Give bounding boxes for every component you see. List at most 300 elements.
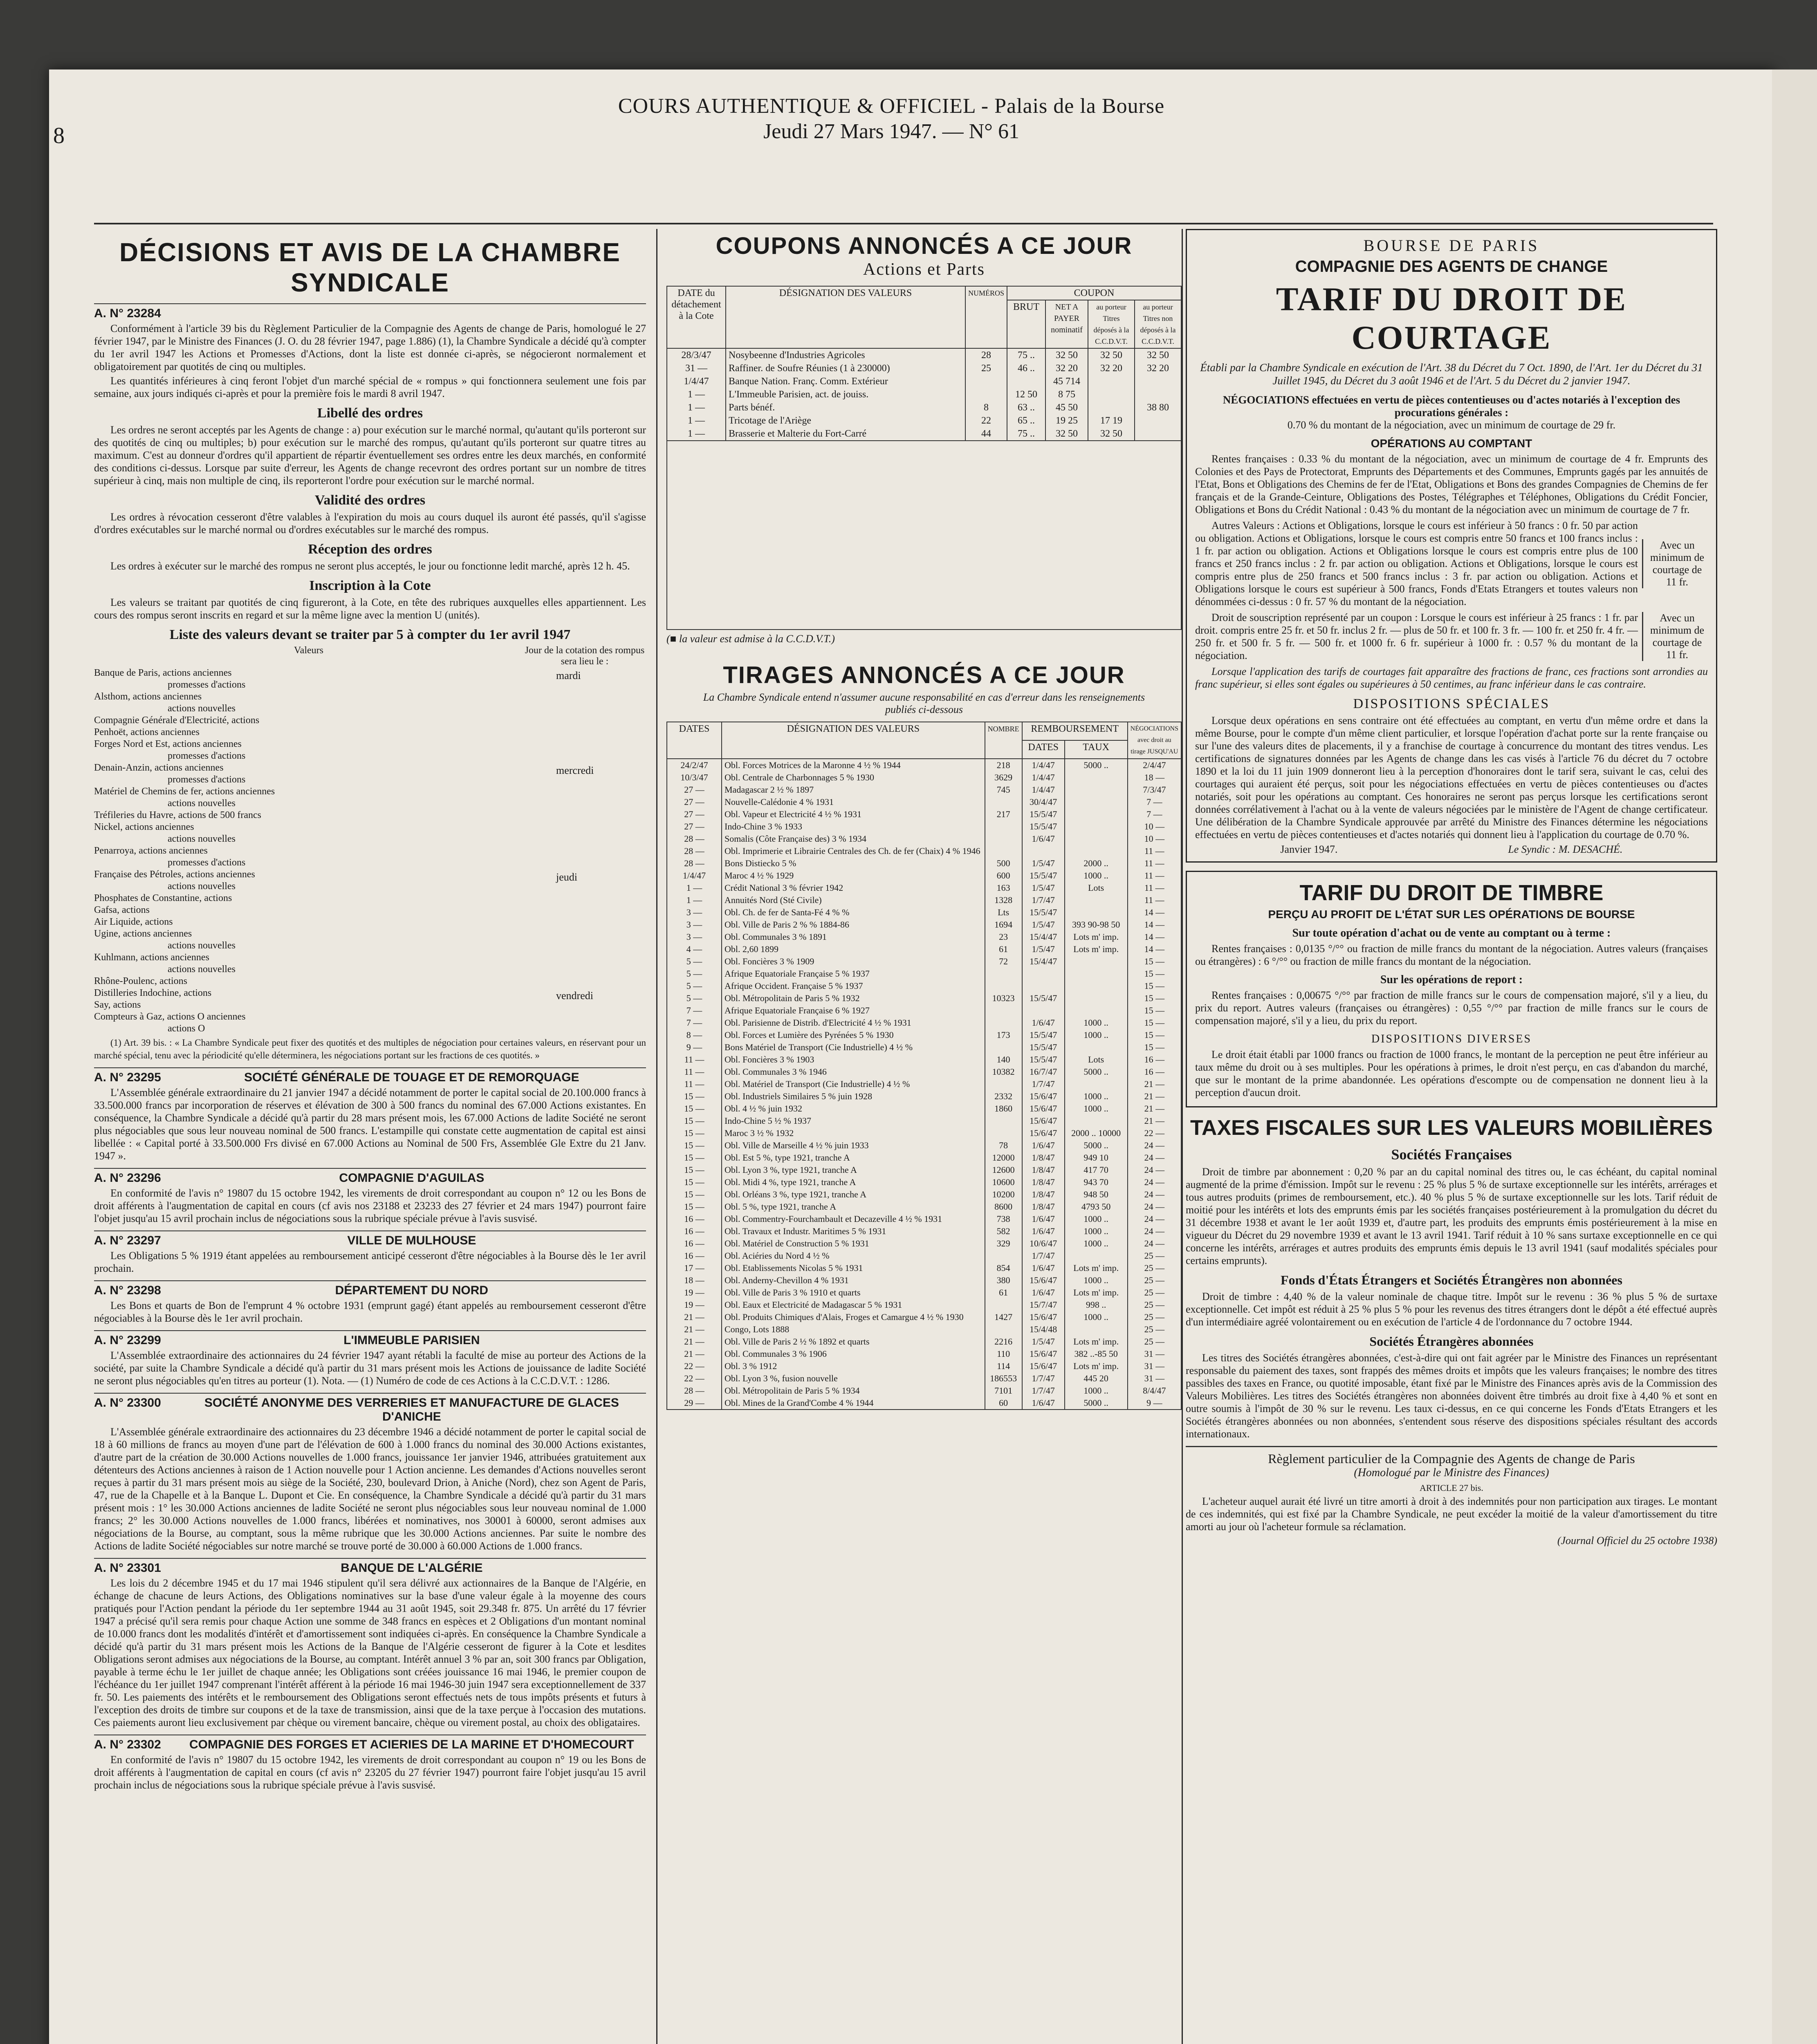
table-cell: 380 [985, 1274, 1022, 1286]
table-row [667, 1274, 1181, 1286]
column-rule [656, 229, 657, 2044]
table-cell: 186553 [985, 1372, 1022, 1385]
table-cell [1065, 980, 1128, 992]
table-row [667, 1127, 1181, 1139]
table-cell: 28 — [667, 1385, 722, 1397]
paragraph: Les ordres à révocation cesseront d'être valables à l'expiration du mois au cours duquel ils auront été passés, qu'il s'agisse d'ordres exécutables sur le marché normal ou d'ordres exécutables sur le marché des rompus. [94, 511, 646, 536]
table-cell: 63 .. [1007, 401, 1045, 414]
table-cell: 15 — [667, 1127, 722, 1139]
table-cell: 4793 50 [1065, 1201, 1128, 1213]
table-cell: Annuités Nord (Sté Civile) [722, 894, 985, 906]
paragraph: Autres Valeurs : Actions et Obligations, lorsque le cours est inférieur à 50 francs : 0 fr. 50 par action ou obligation. Actions et Obligations, lorsque le cours est compris entre 50 francs et 100 francs inclus : 1 fr. par action ou obligation. Actions et Obligations lorsque le cours est compris entre plus de 100 francs et 250 francs inclus : 2 fr. par action ou obligation. Actions et Obligations, lorsque le cours est compris entre plus de 250 francs et 500 francs inclus : 3 fr. par action ou obligation. Actions et Obligations lorsque le cours est supérieur à 500 francs, Fonds d'Etats Etrangers et toutes valeurs non dénommées ci-dessus : 0 fr. 57 % du montant de la négociation. [1195, 520, 1638, 607]
table-cell: Obl. Anderny-Chevillon 4 % 1931 [722, 1274, 985, 1286]
table-row [667, 1397, 1181, 1410]
table-cell: 15/6/47 [1022, 1360, 1065, 1372]
table-cell: 32 50 [1045, 348, 1088, 362]
table-cell: 15 — [1128, 1029, 1181, 1041]
reglement-title: Règlement particulier de la Compagnie des Agents de change de Paris [1268, 1451, 1635, 1466]
table-cell: 1694 [985, 919, 1022, 931]
table-cell: 7 — [667, 1004, 722, 1017]
table-cell: 15 — [667, 1115, 722, 1127]
table-cell [1065, 771, 1128, 784]
list-item: promesses d'actions [168, 857, 246, 868]
table-cell: 7 — [1128, 808, 1181, 820]
table-cell: 1000 .. [1065, 870, 1128, 882]
header-rule [94, 223, 1713, 224]
table-cell: 8 — [667, 1029, 722, 1041]
paragraph: En conformité de l'avis n° 19807 du 15 octobre 1942, les virements de droit correspondant au coupon n° 12 ou les Bons de droit afférents à l'augmentation de capital en cours (cf avis nos 23188 et 23233 des 27 février et 24 mars 1947) pourront faire l'objet jusqu'au 15 avril prochain inclus de négociations sous la rubrique spéciale prévue à l'avis susvisé. [94, 1187, 646, 1224]
table-row [667, 820, 1181, 833]
header-title: COURS AUTHENTIQUE & OFFICIEL - Palais de la Bourse [618, 94, 1165, 118]
col-header: au porteur Titres déposés à la C.C.D.V.T. [1088, 300, 1135, 348]
table-cell: 61 [985, 1286, 1022, 1299]
table-cell [1007, 375, 1045, 388]
table-cell: 393 90-98 50 [1065, 919, 1128, 931]
table-cell: 14 — [1128, 931, 1181, 943]
table-cell: 11 — [1128, 894, 1181, 906]
table-cell: Lots [1065, 1053, 1128, 1066]
table-cell [1135, 427, 1181, 441]
table-cell: 10200 [985, 1188, 1022, 1201]
table-row [667, 375, 1181, 388]
table-cell: 15/6/47 [1022, 1115, 1065, 1127]
timbre-title: TARIF DU DROIT DE TIMBRE [1299, 881, 1604, 905]
table-cell: 32 20 [1135, 362, 1181, 375]
table-cell: Obl. Eaux et Electricité de Madagascar 5 % 1931 [722, 1299, 985, 1311]
table-cell: Bons Distiecko 5 % [722, 857, 985, 870]
table-row [667, 955, 1181, 968]
table-cell: 32 50 [1088, 427, 1135, 441]
table-row [667, 401, 1181, 414]
table-cell: 44 [965, 427, 1007, 441]
table-row [667, 1237, 1181, 1250]
paragraph: Droit de timbre : 4,40 % de la valeur nominale de chaque titre. Impôt sur le revenu : 36 % plus 5 % de surtaxe exceptionnelle. Cet impôt est réduit à 25 % plus 5 % pour les revenus des titres étrangers dont le dépôt a été effectué auprès d'un intermédiaire agréé volontairement ou en exécution de l'article 4 de l'ordonnance du 7 octobre 1944. [1186, 1291, 1717, 1328]
table-cell: 329 [985, 1237, 1022, 1250]
table-cell: 5000 .. [1065, 1397, 1128, 1410]
col-header: DÉSIGNATION DES VALEURS [722, 722, 985, 759]
page-number: 8 [53, 123, 65, 148]
table-cell: 11 — [1128, 857, 1181, 870]
table-cell: 24/2/47 [667, 759, 722, 771]
coupons-table-blank [666, 441, 1182, 630]
table-cell: 31 — [1128, 1360, 1181, 1372]
table-cell [1022, 845, 1065, 857]
table-cell: 27 — [667, 796, 722, 808]
table-cell [1022, 980, 1065, 992]
table-row [667, 388, 1181, 401]
table-cell: 1 — [667, 414, 726, 427]
tirages-title: TIRAGES ANNONCÉS A CE JOUR [723, 662, 1125, 688]
table-row [667, 1066, 1181, 1078]
notice-title: BANQUE DE L'ALGÉRIE [341, 1561, 483, 1575]
table-cell: 16/7/47 [1022, 1066, 1065, 1078]
table-cell [1065, 1323, 1128, 1336]
list-header-values: Valeurs [294, 645, 323, 656]
notice-title: SOCIÉTÉ ANONYME DES VERRERIES ET MANUFACTURE DE GLACES D'ANICHE [204, 1396, 619, 1423]
table-cell [985, 796, 1022, 808]
table-cell: 15 — [667, 1176, 722, 1188]
list-item: promesses d'actions [168, 679, 246, 690]
table-cell: 1/8/47 [1022, 1152, 1065, 1164]
table-cell: Afrique Equatoriale Française 5 % 1937 [722, 968, 985, 980]
paragraph: L'Assemblée extraordinaire des actionnaires du 24 février 1947 ayant rétabli la faculté de mise au porteur des Actions de la société, par suite la Chambre Syndicale a décidé qu'à partir du 31 mars présent mois les Actions de jouissance de ladite Société ne seront plus négociables qu'en titres au porteur (1). Nota. — (1) Numéro de code de ces Actions à la C.C.D.V.T. : 1286. [94, 1349, 646, 1387]
table-cell: Obl. Ville de Paris 2 ½ % 1892 et quarts [722, 1336, 985, 1348]
table-cell [985, 1004, 1022, 1017]
list-item: Penhoët, actions anciennes [94, 727, 200, 737]
table-row [667, 771, 1181, 784]
table-cell: 1/8/47 [1022, 1188, 1065, 1201]
table-cell: 16 — [667, 1225, 722, 1237]
table-cell: 445 20 [1065, 1372, 1128, 1385]
table-cell: 10 — [1128, 833, 1181, 845]
col-header: NET A PAYER nominatif [1045, 300, 1088, 348]
table-cell: 24 — [1128, 1176, 1181, 1188]
table-cell: 15 — [667, 1152, 722, 1164]
table-cell: 60 [985, 1397, 1022, 1410]
table-row [667, 1090, 1181, 1103]
table-cell: 25 — [1128, 1262, 1181, 1274]
column-coupons-tirages [666, 229, 1182, 2044]
table-cell [1065, 845, 1128, 857]
table-cell: 5000 .. [1065, 1139, 1128, 1152]
table-cell: Obl. Commentry-Fourchambault et Decazeville 4 ½ % 1931 [722, 1213, 985, 1225]
list-item: Phosphates de Constantine, actions [94, 893, 232, 903]
table-cell: 5000 .. [1065, 759, 1128, 771]
table-cell: Obl. Centrale de Charbonnages 5 % 1930 [722, 771, 985, 784]
table-cell: Obl. Lyon 3 %, type 1921, tranche A [722, 1164, 985, 1176]
table-cell: 1/8/47 [1022, 1164, 1065, 1176]
paragraph: Les valeurs se traitant par quotités de cinq figureront, à la Cote, en tête des rubriques auxquelles elles appartiennent. Les cours des rompus seront inscrits en regard et sur la même ligne avec la mention U (unités). [94, 596, 646, 621]
notice-heading [94, 1330, 646, 1347]
table-cell [985, 980, 1022, 992]
table-cell [1135, 375, 1181, 388]
table-cell: Obl. 2,60 1899 [722, 943, 985, 955]
table-cell: 25 — [1128, 1274, 1181, 1286]
table-cell: 61 [985, 943, 1022, 955]
col-header: NOMBRE [985, 722, 1022, 759]
table-cell: 1000 .. [1065, 1029, 1128, 1041]
table-cell: 1 — [667, 388, 726, 401]
table-cell: 1000 .. [1065, 1274, 1128, 1286]
table-row [667, 1213, 1181, 1225]
signature: Le Syndic : M. DESACHÉ. [1508, 843, 1623, 855]
list-item: Banque de Paris, actions anciennes [94, 668, 232, 678]
table-cell: 72 [985, 955, 1022, 968]
table-cell: 417 70 [1065, 1164, 1128, 1176]
table-cell: 11 — [1128, 845, 1181, 857]
table-cell: 15/4/47 [1022, 931, 1065, 943]
table-cell: 28 [965, 348, 1007, 362]
table-cell: Obl. Matériel de Transport (Cie Industrielle) 4 ½ % [722, 1078, 985, 1090]
brace-note: Avec un minimum de courtage de 11 fr. [1642, 539, 1708, 588]
table-cell: Parts bénéf. [726, 401, 965, 414]
table-cell: Lots m' imp. [1065, 1360, 1128, 1372]
table-cell: 32 20 [1045, 362, 1088, 375]
table-cell: 19 25 [1045, 414, 1088, 427]
table-row [667, 1041, 1181, 1053]
paragraph: Les lois du 2 décembre 1945 et du 17 mai 1946 stipulent qu'il sera délivré aux actionnaires de la Banque de l'Algérie, en échange de chacune de leurs Actions, des Obligations nominatives sur la base d'une valeur égale à la moyenne des cours pratiqués pour l'Action pendant la période du 1er septembre 1944 au 31 août 1945, soit 29.348 fr. 875. Un arrêté du 17 février 1947 a précisé qu'il sera remis pour chaque Action une somme de 348 francs en espèces et 2 Obligations d'un montant nominal de 10.000 francs dont les modalités d'intérêt et d'amortissement sont indiquées ci-après. En conséquence la Chambre Syndicale a décidé qu'à partir du 31 mars présent mois les Actions de la Banque de l'Algérie cesseront de figurer à la Cote et lesdites Obligations seront admises aux négociations de la Bourse, au comptant. Intérêt annuel 3 % par an, soit 300 francs par Obligation, payable à terme échu le 1er juillet de chaque année; les Obligations sont créées jouissance 16 mai 1946, le premier coupon de l'échéance du 1er juillet 1947 comprenant l'intérêt afférent à la période 16 mai 1946-30 juin 1947 sera exceptionnellement de 337 fr. 50. Les paiements des intérêts et le remboursement des Obligations seront effectués nets de tous impôts présents et futurs à l'exception des droits de timbre sur coupons et de la taxe de transmission, ainsi que de la taxe perçue à l'occasion des mutations. Ces paiements auront lieu exclusivement par chèque ou virement bancaire, chèque ou virement postal, au choix des obligataires. [94, 1577, 646, 1728]
table-row [667, 943, 1181, 955]
table-cell: Obl. Imprimerie et Librairie Centrales des Ch. de fer (Chaix) 4 % 1946 [722, 845, 985, 857]
table-row [667, 1225, 1181, 1237]
notice-heading [94, 1558, 646, 1575]
table-cell: 3 — [667, 919, 722, 931]
table-cell: Maroc 4 ½ % 1929 [722, 870, 985, 882]
paragraph: Droit de timbre par abonnement : 0,20 % par an du capital nominal des titres ou, le cas échéant, du capital nominal augmenté de la prime d'émission. Impôt sur le revenu : 25 % plus 5 % de surtaxe exceptionnelle sur les intérêts, arrérages et tous autres produits (primes de remboursement, etc.). 40 % plus 5 % de surtaxe exceptionnelle sur les lots. Tarif réduit de moitié pour les intérêts et lots des emprunts émis par les sociétés françaises postérieurement à la promulgation du décret du 31 décembre 1938 et avant le 1er août 1939 et, d'autre part, les produits des emprunts émis postérieurement à la mise en vigueur du Décret du 29 novembre 1939 et avant le 13 avril 1941. Tarif réduit à 10 % sans surtaxe exceptionnelle en ce qui concerne les intérêts, arrérages et autres produits des emprunts émis depuis le 13 avril 1941 (sauf modalités spéciales pour certains emprunts). [1186, 1166, 1717, 1266]
table-cell: 2000 .. [1065, 857, 1128, 870]
table-cell: Obl. Foncières 3 % 1909 [722, 955, 985, 968]
table-cell: 25 — [1128, 1323, 1181, 1336]
table-cell: 11 — [667, 1066, 722, 1078]
list-item: Gafsa, actions [94, 905, 150, 915]
table-cell: Obl. 3 % 1912 [722, 1360, 985, 1372]
col-group-header: COUPON [1007, 286, 1181, 300]
table-cell: 582 [985, 1225, 1022, 1237]
paragraph: Les Bons et quarts de Bon de l'emprunt 4 % octobre 1931 (emprunt gagé) étant appelés au remboursement cesseront d'être négociables à la Bourse dès le 1er avril prochain. [94, 1300, 646, 1324]
table-cell: 1000 .. [1065, 1017, 1128, 1029]
table-cell: 1000 .. [1065, 1385, 1128, 1397]
table-cell: Afrique Equatoriale Française 6 % 1927 [722, 1004, 985, 1017]
table-cell: 1 — [667, 427, 726, 441]
table-cell: Obl. Communales 3 % 1906 [722, 1348, 985, 1360]
subheading: Fonds d'États Étrangers et Sociétés Étrangères non abonnées [1281, 1273, 1622, 1287]
values-names [94, 667, 523, 1035]
table-row [667, 857, 1181, 870]
table-cell: 75 .. [1007, 427, 1045, 441]
table-cell [1065, 1115, 1128, 1127]
table-row [667, 1201, 1181, 1213]
table-cell: 14 — [1128, 919, 1181, 931]
table-cell: 1000 .. [1065, 1103, 1128, 1115]
list-item: actions nouvelles [168, 834, 236, 844]
notice-number: A. N° 23300 [94, 1396, 161, 1410]
table-cell: Crédit National 3 % février 1942 [722, 882, 985, 894]
table-cell: 15/5/47 [1022, 992, 1065, 1004]
table-cell: Obl. Produits Chimiques d'Alais, Froges et Camargue 4 ½ % 1930 [722, 1311, 985, 1323]
table-cell: 14 — [1128, 906, 1181, 919]
box-subheading: COMPAGNIE DES AGENTS DE CHANGE [1295, 258, 1608, 276]
table-cell: 17 19 [1088, 414, 1135, 427]
table-cell [1065, 833, 1128, 845]
table-cell: 2000 .. 10000 [1065, 1127, 1128, 1139]
courtage-subtitle: Établi par la Chambre Syndicale en exécution de l'Art. 38 du Décret du 7 Oct. 1890, de l'Art. 1er du Décret du 31 Juillet 1945, du Décret du 3 août 1946 et de l'Art. 5 du Décret du 2 janvier 1947. [1200, 361, 1703, 387]
list-item: Tréfileries du Havre, actions de 500 francs [94, 810, 261, 820]
table-row [667, 906, 1181, 919]
table-cell: Nosybeenne d'Industries Agricoles [726, 348, 965, 362]
list-item: Ugine, actions anciennes [94, 928, 192, 939]
table-cell: 30/4/47 [1022, 796, 1065, 808]
table-cell: 163 [985, 882, 1022, 894]
table-cell: 78 [985, 1139, 1022, 1152]
table-cell: 1/5/47 [1022, 943, 1065, 955]
table-cell: 15/5/47 [1022, 906, 1065, 919]
table-cell: 1/7/47 [1022, 1078, 1065, 1090]
table-cell: 24 — [1128, 1164, 1181, 1176]
table-cell [985, 1115, 1022, 1127]
rompus-day: mardi [556, 670, 581, 681]
table-cell: Lots m' imp. [1065, 1336, 1128, 1348]
table-cell [985, 1127, 1022, 1139]
timbre-subtitle: PERÇU AU PROFIT DE L'ÉTAT SUR LES OPÉRATIONS DE BOURSE [1268, 908, 1635, 921]
table-cell: Obl. Communales 3 % 1891 [722, 931, 985, 943]
table-cell: 600 [985, 870, 1022, 882]
notice-number: A. N° 23299 [94, 1334, 161, 1347]
box-heading: BOURSE DE PARIS [1363, 236, 1540, 255]
notice-heading [94, 1230, 646, 1248]
notice-title: COMPAGNIE DES FORGES ET ACIERIES DE LA MARINE ET D'HOMECOURT [189, 1738, 634, 1751]
subheading: Sur les opérations de report : [1380, 973, 1523, 986]
table-cell: Obl. 4 ½ % juin 1932 [722, 1103, 985, 1115]
taxes-title: TAXES FISCALES SUR LES VALEURS MOBILIÈRES [1190, 1116, 1713, 1140]
paragraph: Lorsque l'application des tarifs de courtages fait apparaître des fractions de franc, ces fractions sont arrondies au franc supérieur, si elles sont égales ou supérieures à 50 centimes, au franc inférieur dans le cas contraire. [1195, 666, 1708, 690]
table-cell: 173 [985, 1029, 1022, 1041]
paragraph: L'acheteur auquel aurait été livré un titre amorti à droit à des indemnités pour non participation aux tirages. Le montant de ces indemnités, qui est fixé par la Chambre Syndicale, ne peut excéder la moitié de la valeur d'amortissement du titre amorti au jour où l'acheteur formule sa réclamation. [1186, 1495, 1717, 1533]
table-cell: 8 [965, 401, 1007, 414]
table-row [667, 1004, 1181, 1017]
notice-heading [94, 1168, 646, 1185]
table-row [667, 1311, 1181, 1323]
table-row [667, 1372, 1181, 1385]
table-cell: 12600 [985, 1164, 1022, 1176]
table-row [667, 1323, 1181, 1336]
list-item: actions nouvelles [168, 798, 236, 809]
table-cell: Obl. Matériel de Construction 5 % 1931 [722, 1237, 985, 1250]
list-item: actions nouvelles [168, 881, 236, 892]
table-cell [1065, 1078, 1128, 1090]
table-cell: 21 — [667, 1323, 722, 1336]
table-cell: 15/7/47 [1022, 1299, 1065, 1311]
paragraph: Les Obligations 5 % 1919 étant appelées au remboursement anticipé cesseront d'être négociables à la Bourse dès le 1er avril prochain. [94, 1250, 646, 1274]
table-cell [985, 968, 1022, 980]
list-item: actions nouvelles [168, 964, 236, 975]
table-cell: Obl. Ch. de fer de Santa-Fé 4 % % [722, 906, 985, 919]
table-cell: Tricotage de l'Ariège [726, 414, 965, 427]
table-cell: 1860 [985, 1103, 1022, 1115]
table-cell: 16 — [667, 1250, 722, 1262]
table-cell [1065, 955, 1128, 968]
table-cell: Obl. Mines de la Grand'Combe 4 % 1944 [722, 1397, 985, 1410]
table-cell [965, 388, 1007, 401]
article-number: ARTICLE 27 bis. [1420, 1483, 1483, 1493]
column-tarifs [1186, 229, 1717, 2044]
table-cell: 7/3/47 [1128, 784, 1181, 796]
notice-number: A. N° 23302 [94, 1738, 161, 1751]
table-cell: Obl. Midi 4 %, type 1921, tranche A [722, 1176, 985, 1188]
table-cell: 24 — [1128, 1201, 1181, 1213]
paragraph: Rentes françaises : 0,0135 °/°° ou fraction de mille francs du montant de la négociation. Autres valeurs (françaises ou étrangères) : 6 °/°° ou fraction de mille francs du montant de la négociation. [1195, 943, 1708, 967]
table-row [667, 1152, 1181, 1164]
table-row [667, 1078, 1181, 1090]
table-cell: 15/5/47 [1022, 870, 1065, 882]
table-cell: Brasserie et Malterie du Fort-Carré [726, 427, 965, 441]
table-cell: 140 [985, 1053, 1022, 1066]
table-cell: 11 — [667, 1078, 722, 1090]
table-cell: 29 — [667, 1397, 722, 1410]
table-cell: 28 — [667, 845, 722, 857]
table-cell: Madagascar 2 ½ % 1897 [722, 784, 985, 796]
col-header: NÉGOCIATIONS avec droit au tirage JUSQU'AU [1128, 722, 1181, 759]
table-cell: 24 — [1128, 1152, 1181, 1164]
table-cell: 25 — [1128, 1250, 1181, 1262]
table-cell: 1/4/47 [1022, 784, 1065, 796]
table-cell: 1000 .. [1065, 1225, 1128, 1237]
table-cell: 22 — [1128, 1127, 1181, 1139]
table-cell: 19 — [667, 1286, 722, 1299]
subheading: Liste des valeurs devant se traiter par 5 à compter du 1er avril 1947 [169, 627, 571, 642]
table-cell: 11 — [667, 1053, 722, 1066]
table-cell: Raffiner. de Soufre Réunies (1 à 230000) [726, 362, 965, 375]
subheading: Sociétés Étrangères abonnées [1369, 1334, 1534, 1349]
table-cell: Obl. Travaux et Industr. Maritimes 5 % 1931 [722, 1225, 985, 1237]
table-cell: 15/5/47 [1022, 1041, 1065, 1053]
table-row [667, 992, 1181, 1004]
table-cell: 1 — [667, 401, 726, 414]
table-row [667, 414, 1181, 427]
signature-date: Janvier 1947. [1280, 843, 1338, 855]
list-item: Compagnie Générale d'Electricité, actions [94, 715, 260, 726]
table-row [667, 362, 1181, 375]
table-cell [1065, 1041, 1128, 1053]
coupons-note: (■ la valeur est admise à la C.C.D.V.T.) [666, 633, 835, 645]
table-cell: 45 50 [1045, 401, 1088, 414]
table-cell: 5 — [667, 992, 722, 1004]
table-cell: 1/5/47 [1022, 1336, 1065, 1348]
table-cell: 31 — [1128, 1348, 1181, 1360]
header-date: Jeudi 27 Mars 1947. — N° 61 [763, 120, 1019, 143]
table-cell: 25 — [1128, 1299, 1181, 1311]
coupons-subtitle: Actions et Parts [863, 260, 985, 279]
paragraph: Les ordres à exécuter sur le marché des rompus ne seront plus acceptés, le jour ou fonctionne ledit marché, après 12 h. 45. [110, 560, 630, 572]
notice-title: SOCIÉTÉ GÉNÉRALE DE TOUAGE ET DE REMORQUAGE [244, 1071, 579, 1084]
table-cell: Obl. Etablissements Nicolas 5 % 1931 [722, 1262, 985, 1274]
table-row [667, 1139, 1181, 1152]
table-cell: 15/5/47 [1022, 820, 1065, 833]
table-cell: 28 — [667, 857, 722, 870]
table-cell: 21 — [1128, 1090, 1181, 1103]
table-cell: 32 50 [1045, 427, 1088, 441]
table-cell: 943 70 [1065, 1176, 1128, 1188]
table-cell: 22 — [667, 1372, 722, 1385]
table-cell: 2332 [985, 1090, 1022, 1103]
table-cell: 8600 [985, 1201, 1022, 1213]
table-cell: 2/4/47 [1128, 759, 1181, 771]
table-cell: 15 — [667, 1164, 722, 1176]
notice-title: COMPAGNIE D'AGUILAS [339, 1171, 485, 1185]
table-cell: 1328 [985, 894, 1022, 906]
list-item: Denain-Anzin, actions anciennes [94, 762, 224, 773]
table-cell: 16 — [667, 1237, 722, 1250]
table-cell: Obl. Foncières 3 % 1903 [722, 1053, 985, 1066]
table-cell: 27 — [667, 784, 722, 796]
col-group-header: REMBOURSEMENT [1022, 722, 1128, 740]
table-cell [985, 1078, 1022, 1090]
column-decisions [94, 229, 646, 2044]
table-cell: 15/5/47 [1022, 1053, 1065, 1066]
paragraph: En conformité de l'avis n° 19807 du 15 octobre 1942, les virements de droit correspondant au coupon n° 19 ou les Bons de droit afférents à l'augmentation de capital en cours (cf avis n° 23205 du 27 février 1947) pourront faire l'objet jusqu'au 15 avril prochain inclus de négociations sous la rubrique spéciale prévue à l'avis susvisé. [94, 1754, 646, 1791]
table-cell: 15/6/47 [1022, 1311, 1065, 1323]
list-header [94, 645, 646, 667]
table-cell [1065, 992, 1128, 1004]
table-row [667, 1029, 1181, 1041]
table-row [667, 808, 1181, 820]
table-cell [1088, 375, 1135, 388]
list-item: actions nouvelles [168, 940, 236, 951]
table-cell [985, 833, 1022, 845]
table-cell: 4 — [667, 943, 722, 955]
section-title: DÉCISIONS ET AVIS DE LA CHAMBRE SYNDICALE [119, 238, 621, 297]
table-cell: 31 — [667, 362, 726, 375]
table-cell: Lots [1065, 882, 1128, 894]
